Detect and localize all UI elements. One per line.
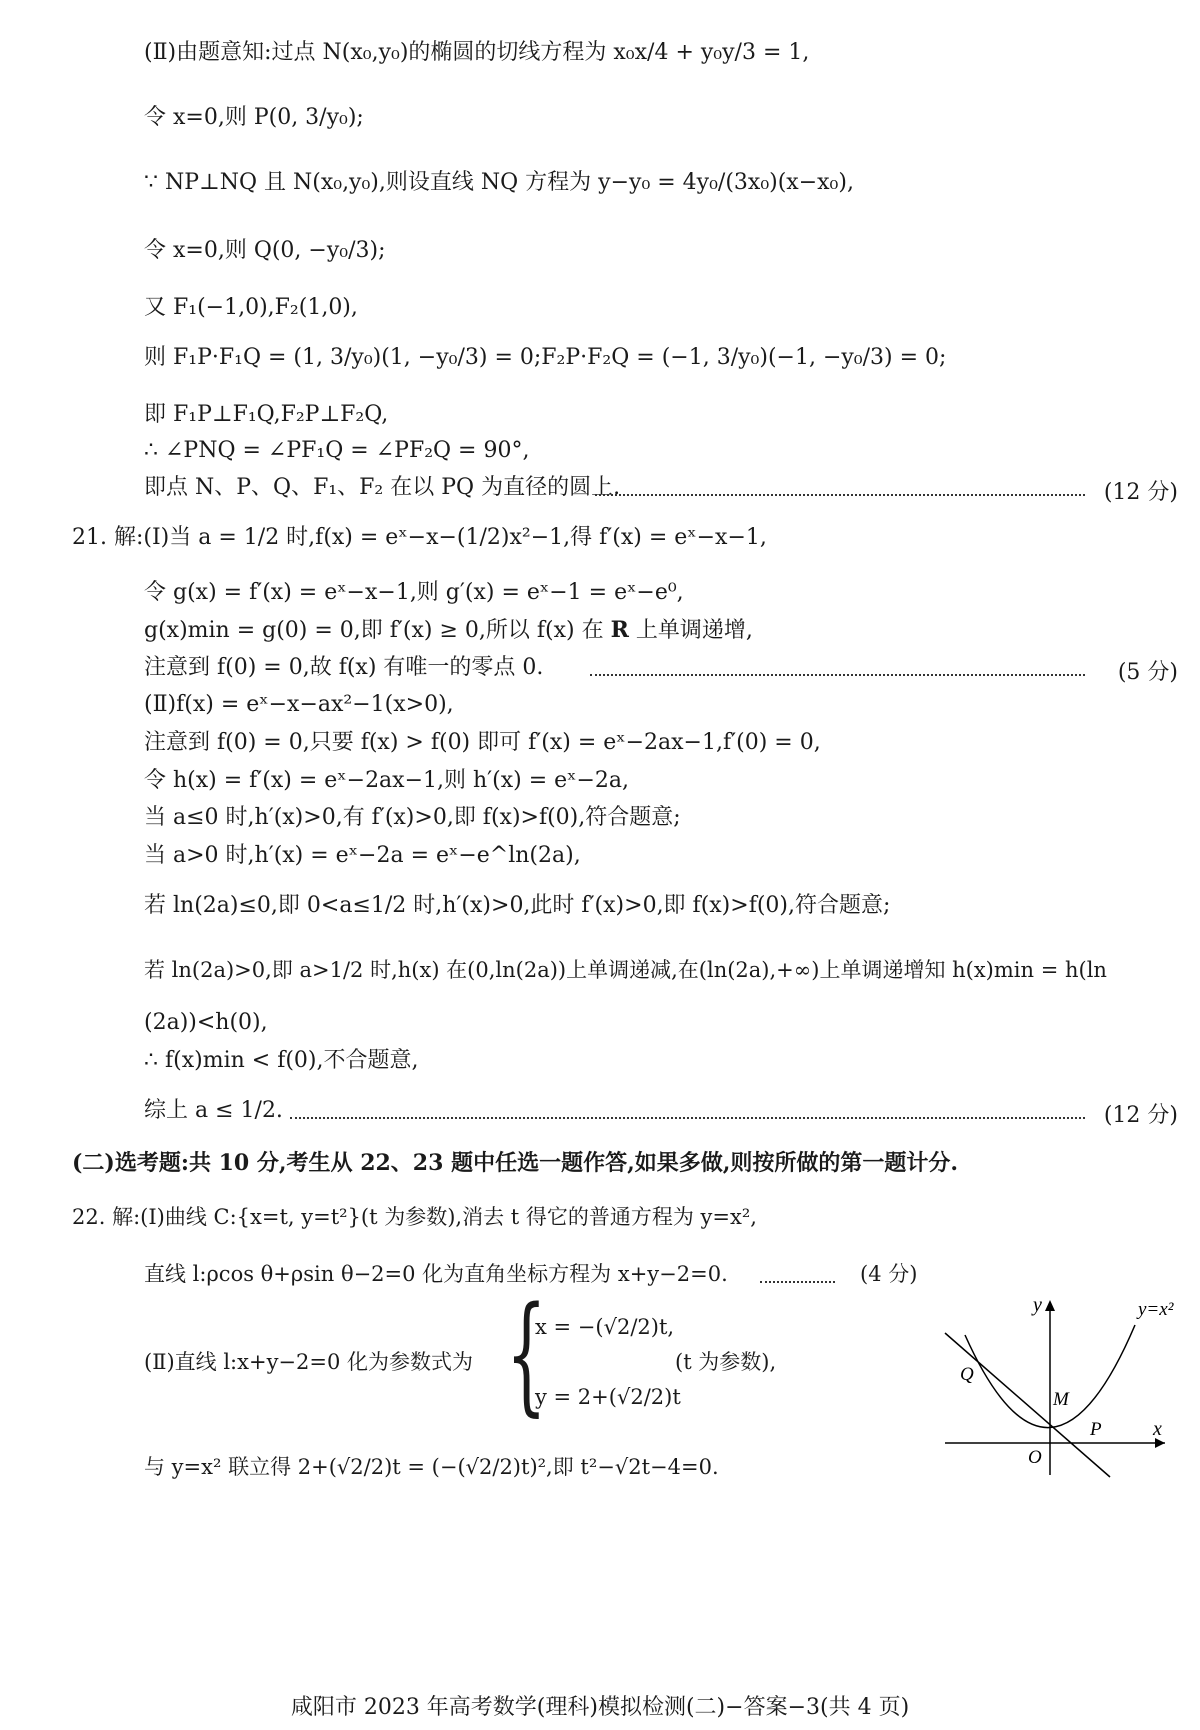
point-Q-label: Q bbox=[960, 1364, 974, 1385]
parabola-figure bbox=[940, 1295, 1175, 1480]
p20-line-1: (Ⅱ)由题意知:过点 N(x₀,y₀)的椭圆的切线方程为 x₀x/4 + y₀y/3 = 1, bbox=[144, 40, 810, 65]
p21-line-8: 当 a≤0 时,h′(x)>0,有 f′(x)>0,即 f(x)>f(0),符合题意; bbox=[144, 805, 681, 830]
leader-dots bbox=[595, 494, 1085, 496]
score-12-b: (12 分) bbox=[1103, 1103, 1178, 1128]
p21-line-3-c: 上单调递增, bbox=[628, 618, 753, 643]
p21-line-2: 令 g(x) = f′(x) = eˣ−x−1,则 g′(x) = eˣ−1 = eˣ−e⁰, bbox=[144, 580, 684, 605]
origin-label: O bbox=[1028, 1447, 1042, 1468]
param-intro: (Ⅱ)直线 l:x+y−2=0 化为参数式为 bbox=[144, 1350, 474, 1374]
p20-line-9: 即点 N、P、Q、F₁、F₂ 在以 PQ 为直径的圆上. bbox=[144, 475, 621, 500]
p21-line-10: 若 ln(2a)≤0,即 0<a≤1/2 时,h′(x)>0,此时 f′(x)>0,即 f(x)>f(0),符合题意; bbox=[144, 893, 891, 918]
p20-line-4: 令 x=0,则 Q(0, −y₀/3); bbox=[144, 238, 386, 263]
p20-line-3: ∵ NP⊥NQ 且 N(x₀,y₀),则设直线 NQ 方程为 y−y₀ = 4y₀/(3x₀)(x−x₀), bbox=[144, 170, 854, 195]
point-P-label: P bbox=[1090, 1419, 1102, 1440]
p21-line-5: (Ⅱ)f(x) = eˣ−x−ax²−1(x>0), bbox=[144, 692, 454, 717]
p20-line-8: ∴ ∠PNQ = ∠PF₁Q = ∠PF₂Q = 90°, bbox=[144, 438, 530, 463]
curve-label: y=x² bbox=[1138, 1299, 1174, 1320]
p21-line-13: ∴ f(x)min < f(0),不合题意, bbox=[144, 1048, 419, 1073]
p20-line-5: 又 F₁(−1,0),F₂(1,0), bbox=[144, 295, 358, 320]
p21-line-12: (2a))<h(0), bbox=[144, 1010, 268, 1035]
real-set-R: R bbox=[610, 617, 629, 643]
p21-line-3-a: g(x)min = g(0) = 0,即 f′(x) ≥ 0,所以 f(x) 在 bbox=[144, 618, 611, 643]
y-arrow-icon bbox=[1045, 1300, 1055, 1311]
p21-line-1: 21. 解:(Ⅰ)当 a = 1/2 时,f(x) = eˣ−x−(1/2)x²−1,得 f′(x) = eˣ−x−1, bbox=[72, 525, 767, 550]
score-12-a: (12 分) bbox=[1103, 480, 1178, 505]
page-footer: 咸阳市 2023 年高考数学(理科)模拟检测(二)−答案−3(共 4 页) bbox=[290, 1695, 910, 1720]
score-5: (5 分) bbox=[1117, 660, 1178, 685]
point-M-label: M bbox=[1053, 1389, 1069, 1410]
p21-line-9: 当 a>0 时,h′(x) = eˣ−2a = eˣ−e^ln(2a), bbox=[144, 843, 581, 868]
p22-line-2: 直线 l:ρcos θ+ρsin θ−2=0 化为直角坐标方程为 x+y−2=0. bbox=[144, 1262, 728, 1286]
leader-dots bbox=[290, 1117, 1085, 1119]
section-heading: (二)选考题:共 10 分,考生从 22、23 题中任选一题作答,如果多做,则按所做的第一题计分. bbox=[72, 1150, 959, 1176]
p21-line-6: 注意到 f(0) = 0,只要 f(x) > f(0) 即可 f′(x) = eˣ−2ax−1,f′(0) = 0, bbox=[144, 730, 821, 755]
param-x: x = −(√2/2)t, bbox=[535, 1315, 675, 1339]
leader-dots bbox=[590, 674, 1085, 676]
p22-line-4: 与 y=x² 联立得 2+(√2/2)t = (−(√2/2)t)²,即 t²−√2t−4=0. bbox=[144, 1455, 719, 1479]
param-y: y = 2+(√2/2)t bbox=[535, 1385, 681, 1409]
p22-line-1: 22. 解:(Ⅰ)曲线 C:{x=t, y=t²}(t 为参数),消去 t 得它的普通方程为 y=x², bbox=[72, 1205, 757, 1229]
param-note: (t 为参数), bbox=[675, 1350, 777, 1374]
p22-line-3 bbox=[144, 1350, 473, 1375]
p21-line-7: 令 h(x) = f′(x) = eˣ−2ax−1,则 h′(x) = eˣ−2a, bbox=[144, 768, 630, 793]
p20-line-6: 则 F₁P·F₁Q = (1, 3/y₀)(1, −y₀/3) = 0;F₂P·F₂Q = (−1, 3/y₀)(−1, −y₀/3) = 0; bbox=[144, 345, 947, 370]
p20-line-7: 即 F₁P⊥F₁Q,F₂P⊥F₂Q, bbox=[144, 402, 389, 427]
score-4: (4 分) bbox=[860, 1262, 918, 1286]
p21-line-11: 若 ln(2a)>0,即 a>1/2 时,h(x) 在(0,ln(2a))上单调递减,在(ln(2a),+∞)上单调递增知 h(x)min = h(ln bbox=[144, 958, 1107, 982]
x-label: x bbox=[1153, 1418, 1162, 1440]
p21-line-4: 注意到 f(0) = 0,故 f(x) 有唯一的零点 0. bbox=[144, 655, 544, 680]
p21-line-14: 综上 a ≤ 1/2. bbox=[144, 1098, 283, 1123]
leader-dots bbox=[760, 1281, 835, 1283]
y-label: y bbox=[1033, 1295, 1042, 1316]
p20-line-2: 令 x=0,则 P(0, 3/y₀); bbox=[144, 105, 364, 130]
p21-line-3 bbox=[144, 617, 753, 644]
brace-glyph: { bbox=[506, 1282, 547, 1430]
